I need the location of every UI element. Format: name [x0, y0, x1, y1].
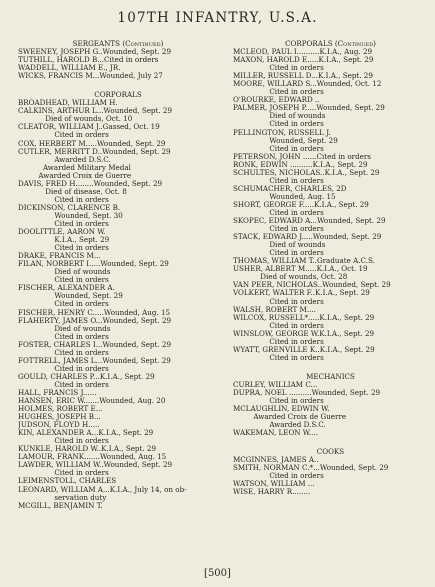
roster-line: PETERSON, JOHN ......Cited in orders — [233, 152, 371, 161]
roster-line: THOMAS, WILLIAM T..Graduate A.C.S. — [233, 257, 375, 266]
roster-line: Awarded D.S.C. — [233, 421, 326, 430]
roster-line: Cited in orders — [18, 300, 109, 309]
roster-line: MOORE, WILLARD S...Wounded, Oct. 12 — [233, 80, 382, 89]
roster-line: HALL, FRANCIS J...... — [18, 388, 97, 397]
roster-line: Died of disease, Oct. 8 — [18, 187, 127, 196]
roster-line: O'ROURKE, EDWARD .. — [233, 96, 320, 105]
roster-line: FOTTRELL, JAMES L...Wounded, Sept. 29 — [18, 356, 171, 365]
roster-line: HUGHES, JOSEPH B... — [18, 413, 101, 422]
roster-line: WATSON, WILLIAM ... — [233, 480, 315, 489]
roster-line: Cited in orders — [233, 321, 324, 330]
roster-line: GOULD, CHARLES P...K.I.A., Sept. 29 — [18, 372, 155, 381]
roster-line: MCGINNES, JAMES A.. — [233, 456, 319, 465]
section-heading-corporals: CORPORALS — [94, 90, 142, 100]
section-heading-corporals-continued: CORPORALS (Continued) — [285, 39, 376, 48]
roster-line: VAN PEER, NICHOLAS..Wounded, Sept. 29 — [233, 281, 391, 290]
roster-line: Awarded Military Medal — [18, 163, 131, 172]
page-title: 107TH INFANTRY, U.S.A. — [117, 10, 318, 26]
roster-line: Wounded, Sept. 30 — [18, 211, 123, 220]
roster-line: LEONARD, WILLIAM A...K.I.A., July 14, on ob- — [18, 485, 187, 494]
roster-line: FOSTER, CHARLES I...Wounded, Sept. 29 — [18, 340, 172, 349]
roster-line: USHER, ALBERT M.....K.I.A., Oct. 19 — [233, 265, 368, 274]
roster-line: JUDSON, FLOYD H..... — [18, 421, 100, 430]
roster-line: MCLAUGHLIN, EDWIN W. — [233, 405, 330, 414]
roster-line: Cited in orders — [233, 120, 324, 129]
left-column — [18, 38, 218, 510]
roster-line: Cited in orders — [233, 297, 324, 306]
roster-line: Cited in orders — [233, 225, 324, 234]
roster-line: Cited in orders — [18, 131, 109, 140]
roster-line: WALSH, ROBERT M.... — [233, 305, 316, 314]
roster-line: SCHULTES, NICHOLAS..K.I.A., Sept. 29 — [233, 168, 380, 177]
roster-line: Cited in orders — [18, 437, 109, 446]
roster-line: CLEATOR, WILLIAM J..Gassed, Oct. 19 — [18, 123, 160, 132]
roster-line: SHORT, GEORGE F.....K.I.A., Sept. 29 — [233, 200, 369, 209]
roster-line: Wounded, Sept. 29 — [18, 292, 123, 301]
roster-line: WAKEMAN, LEON W.... — [233, 429, 318, 438]
roster-line: Wounded, Sept. 29 — [233, 136, 338, 145]
section-heading-cooks: COOKS — [316, 447, 345, 457]
roster-line: FISCHER, HENRY C.....Wounded, Aug. 15 — [18, 308, 171, 317]
roster-line: DAVIS, FRED H........Wounded, Sept. 29 — [18, 179, 163, 188]
roster-line: CALKINS, ARTHUR L...Wounded, Sept. 29 — [18, 107, 172, 116]
roster-line: Died of wounds, Oct. 28 — [233, 273, 348, 282]
roster-line: TUTHILL, HAROLD B...Cited in orders — [18, 56, 159, 65]
roster-line: WILCOX, RUSSELL*.....K.I.A., Sept. 29 — [233, 313, 375, 322]
roster-line: FISCHER, ALEXANDER A. — [18, 284, 115, 293]
roster-line: LAWDER, WILLIAM W..Wounded, Sept. 29 — [18, 461, 173, 470]
roster-line: Awarded D.S.C. — [18, 155, 111, 164]
roster-line: Died of wounds — [18, 268, 111, 277]
roster-line: Awarded Croix de Guerre — [233, 413, 347, 422]
roster-line: WICKS, FRANCIS M...Wounded, July 27 — [18, 72, 163, 81]
roster-line: Cited in orders — [18, 364, 109, 373]
roster-line: FLAHERTY, JAMES O...Wounded, Sept. 29 — [18, 316, 172, 325]
roster-line: MILLER, RUSSELL D...K.I.A., Sept. 29 — [233, 72, 373, 81]
roster-line: Cited in orders — [18, 348, 109, 357]
roster-line: Cited in orders — [233, 88, 324, 97]
roster-line: Cited in orders — [18, 332, 109, 341]
roster-line: Cited in orders — [233, 472, 324, 481]
roster-line: Died of wounds, Oct. 10 — [18, 115, 133, 124]
roster-line: Cited in orders — [18, 380, 109, 389]
roster-line: WINSLOW, GEORGE W.K.I.A., Sept. 29 — [233, 329, 375, 338]
roster-line: LEIMENSTOLL, CHARLES — [18, 477, 117, 486]
roster-line: Cited in orders — [18, 195, 109, 204]
roster-line: PALMER, JOSEPH P.....Wounded, Sept. 29 — [233, 104, 385, 113]
roster-line: SKOPEC, EDWARD A...Wounded, Sept. 29 — [233, 217, 386, 226]
roster-line: WISE, HARRY R........ — [233, 488, 311, 497]
roster-line: KUNKLE, HAROLD W..K.I.A., Sept. 29 — [18, 445, 156, 454]
roster-line: CURLEY, WILLIAM C... — [233, 380, 318, 389]
roster-line: STACK, EDWARD J.....Wounded, Sept. 29 — [233, 233, 382, 242]
page-number: [500] — [204, 568, 231, 579]
roster-line: Cited in orders — [233, 208, 324, 217]
roster-line: Cited in orders — [233, 337, 324, 346]
roster-line: DOOLITTLE, AARON W. — [18, 228, 106, 237]
roster-line: Cited in orders — [18, 469, 109, 478]
section-heading-mechanics: MECHANICS — [306, 371, 355, 381]
roster-line: WYATT, GRENVILLE K..K.I.A., Sept. 29 — [233, 345, 375, 354]
right-column — [233, 38, 428, 497]
roster-line: MCLEOD, PAUL I..........K.I.A., Aug. 29 — [233, 48, 373, 57]
roster-line: MAXON, HAROLD E.....K.I.A., Sept. 29 — [233, 56, 374, 65]
roster-line: Died of wounds — [233, 241, 326, 250]
roster-line: Cited in orders — [18, 244, 109, 253]
roster-line: RONK, EDWIN ..........K.I.A., Sept. 29 — [233, 160, 368, 169]
roster-line: Died of wounds — [18, 324, 111, 333]
roster-line: Cited in orders — [18, 219, 109, 228]
roster-line: PELLINGTON, RUSSELL J. — [233, 128, 331, 137]
roster-line: HANSEN, ERIC W.......Wounded, Aug. 20 — [18, 397, 166, 406]
roster-line: Wounded, Aug. 15 — [233, 192, 336, 201]
roster-line: Awarded Croix de Guerre — [18, 171, 132, 180]
roster-line: KIN, ALEXANDER A...K.I.A., Sept. 29 — [18, 429, 154, 438]
roster-line: HOLMES, ROBERT E... — [18, 405, 103, 414]
roster-line: K.I.A., Sept. 29 — [18, 236, 110, 245]
roster-line: COX, HERBERT M.....Wounded, Sept. 29 — [18, 139, 166, 148]
roster-line: MCGILL, BENJAMIN T. — [18, 501, 103, 510]
roster-line: Cited in orders — [18, 276, 109, 285]
roster-line: SCHUMACHER, CHARLES, 2D — [233, 184, 347, 193]
roster-line: SMITH, NORMAN C.*...Wounded, Sept. 29 — [233, 464, 389, 473]
roster-line: Cited in orders — [233, 64, 324, 73]
roster-line: Cited in orders — [233, 144, 324, 153]
section-heading-sergeants: SERGEANTS (Continued) — [72, 39, 164, 48]
roster-line: servation duty — [18, 493, 107, 502]
roster-line: SWEENEY, JOSEPH G..Wounded, Sept. 29 — [18, 48, 172, 57]
roster-line: DICKINSON, CLARENCE B. — [18, 203, 121, 212]
roster-line: CUTLER, MERRITT D..Wounded, Sept. 29 — [18, 147, 171, 156]
roster-line: LAMOUR, FRANK.......Wounded, Aug. 15 — [18, 453, 167, 462]
roster-line: FILAN, NORBERT I.....Wounded, Sept. 29 — [18, 260, 169, 269]
roster-line: Cited in orders — [233, 176, 324, 185]
roster-line: DRAKE, FRANCIS M... — [18, 252, 101, 261]
roster-line: Cited in orders — [233, 249, 324, 258]
roster-line: VOLKERT, WALTER F..K.I.A., Sept. 29 — [233, 289, 370, 298]
roster-line: BROADHEAD, WILLIAM H. — [18, 99, 118, 108]
roster-line: DUPRA, NOEL ..........Wounded, Sept. 29 — [233, 388, 381, 397]
roster-line: Cited in orders — [233, 397, 324, 406]
roster-line: WADDELL, WILLIAM E., JR. — [18, 64, 121, 73]
roster-line: Cited in orders — [233, 353, 324, 362]
roster-line: Died of wounds — [233, 112, 326, 121]
